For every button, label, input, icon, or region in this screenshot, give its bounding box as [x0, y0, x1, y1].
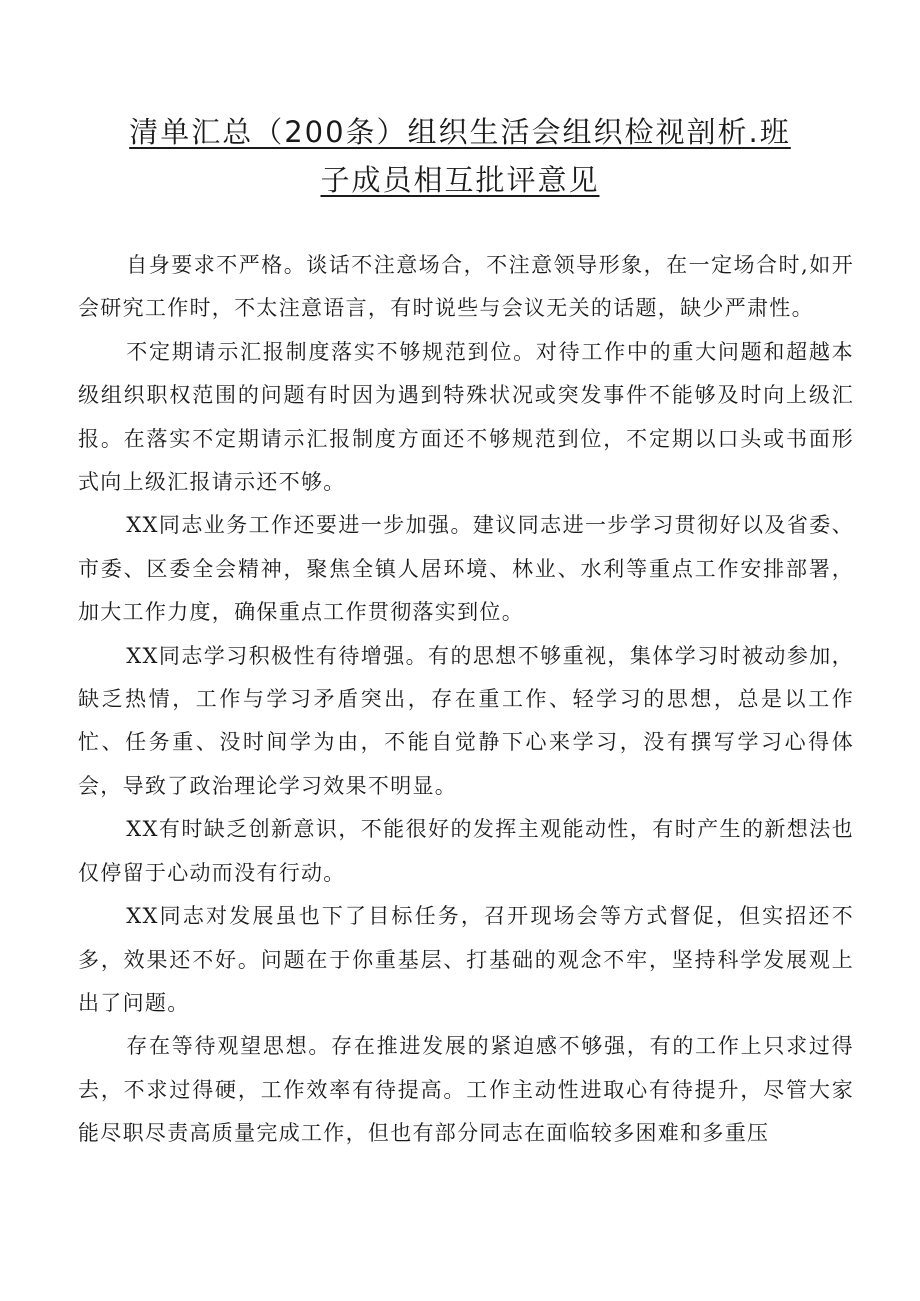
paragraph-4: XX同志学习积极性有待增强。有的思想不够重视，集体学习时被动参加，缺乏热情，工作与学习矛盾突出，存在重工作、轻学习的思想，总是以工作忙、任务重、没时间学为由，不能自觉静下心来学习，没有撰写学习心得体会，导致了政治理论学习效果不明显。: [78, 643, 854, 798]
document-body: [78, 244, 854, 1156]
paragraph-7: 存在等待观望思想。存在推进发展的紧迫感不够强，有的工作上只求过得去，不求过得硬，工作效率有待提高。工作主动性进取心有待提升，尽管大家能尽职尽责高质量完成工作，但也有部分同志在面临较多困难和多重压: [78, 1034, 854, 1146]
title-line-2: 子成员相互批评意见: [320, 163, 600, 197]
paragraph-5: XX有时缺乏创新意识，不能很好的发挥主观能动性，有时产生的新想法也仅停留于心动而没有行动。: [78, 817, 854, 885]
paragraph-1: 自身要求不严格。谈话不注意场合，不注意领导形象，在一定场合时,如开会研究工作时，不太注意语言，有时说些与会议无关的话题，缺少严肃性。: [78, 253, 854, 321]
paragraph-6: XX同志对发展虽也下了目标任务，召开现场会等方式督促，但实招还不多，效果还不好。问题在于你重基层、打基础的观念不牢，坚持科学发展观上出了问题。: [78, 904, 854, 1015]
document-title: [100, 108, 820, 204]
paragraph-3: XX同志业务工作还要进一步加强。建议同志进一步学习贯彻好以及省委、市委、区委全会精神，聚焦全镇人居环境、林业、水利等重点工作安排部署，加大工作力度，确保重点工作贯彻落实到位。: [78, 513, 854, 625]
title-line-1: 清单汇总（200条）组织生活会组织检视剖析.班: [129, 115, 791, 149]
paragraph-2: 不定期请示汇报制度落实不够规范到位。对待工作中的重大问题和超越本级组织职权范围的问题有时因为遇到特殊状况或突发事件不能够及时向上级汇报。在落实不定期请示汇报制度方面还不够规范到位，不定期以口头或书面形式向上级汇报请示还不够。: [78, 339, 854, 495]
